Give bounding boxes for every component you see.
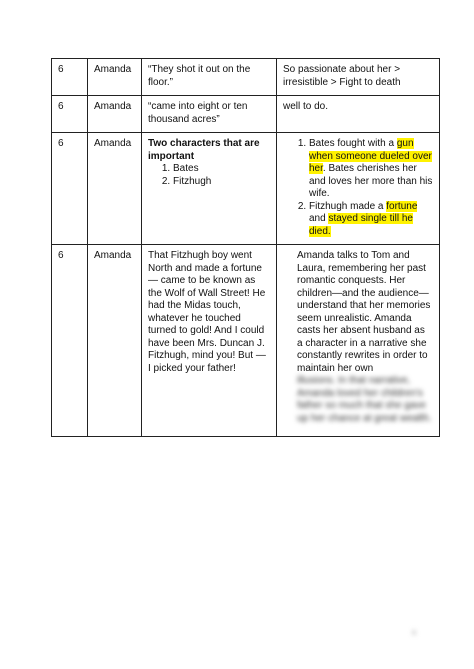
table-row [52, 245, 440, 437]
quote-heading: Two characters that are important [148, 138, 260, 162]
text-span: Fitzhugh made a [309, 200, 387, 212]
page-number-cell: 6 [52, 96, 88, 133]
analysis-text: Amanda talks to Tom and Laura, remembering her past romantic conquests. Her children—and the audience—understand that her memories seem unrealistic. Amanda casts her absent husband as a character in a narrative she constantly rewrites in order to maintain her own [297, 250, 431, 374]
list-item [309, 138, 433, 201]
speaker-cell: Amanda [88, 96, 142, 133]
text-span: . Bates cherishes her and loves her more than his wife. [309, 163, 433, 199]
character-list [148, 163, 270, 188]
list-item: 2. Fitzhugh [173, 176, 270, 189]
table-row [52, 133, 440, 245]
analysis-cell [277, 133, 440, 245]
quote-cell: That Fitzhugh boy went North and made a fortune — came to be known as the Wolf of Wall Street! He had the Midas touch, whatever he touched turned to gold! And I could have been Mrs. Duncan J. Fitzhugh, mind you! But — I picked your father! [142, 245, 277, 437]
blurred-analysis-text: illusions. In that narrative, Amanda loved her children's father so much that she gave up her chance at great wealth. [297, 375, 432, 424]
analysis-cell [277, 245, 440, 437]
page-number: 6 [412, 630, 416, 637]
highlighted-text: fortune [386, 200, 418, 212]
text-span: Bates fought with a [309, 138, 397, 149]
speaker-cell: Amanda [88, 59, 142, 96]
highlighted-text: gun when someone dueled over her [309, 138, 432, 174]
table-row [52, 96, 440, 133]
quote-cell: “They shot it out on the floor.” [142, 59, 277, 96]
quote-cell: “came into eight or ten thousand acres” [142, 96, 277, 133]
notes-table [51, 58, 440, 437]
speaker-cell: Amanda [88, 133, 142, 245]
page-number-cell: 6 [52, 245, 88, 437]
quote-cell [142, 133, 277, 245]
analysis-cell: well to do. [277, 96, 440, 133]
page-number-cell: 6 [52, 59, 88, 96]
table-row [52, 59, 440, 96]
list-item [309, 201, 433, 239]
list-item: 1. Bates [173, 163, 270, 176]
speaker-cell: Amanda [88, 245, 142, 437]
page-number-cell: 6 [52, 133, 88, 245]
highlighted-text: stayed single till he died. [309, 213, 413, 237]
analysis-list [283, 138, 433, 238]
analysis-cell: So passionate about her > irresistible > Fight to death [277, 59, 440, 96]
text-span: and [309, 213, 329, 224]
